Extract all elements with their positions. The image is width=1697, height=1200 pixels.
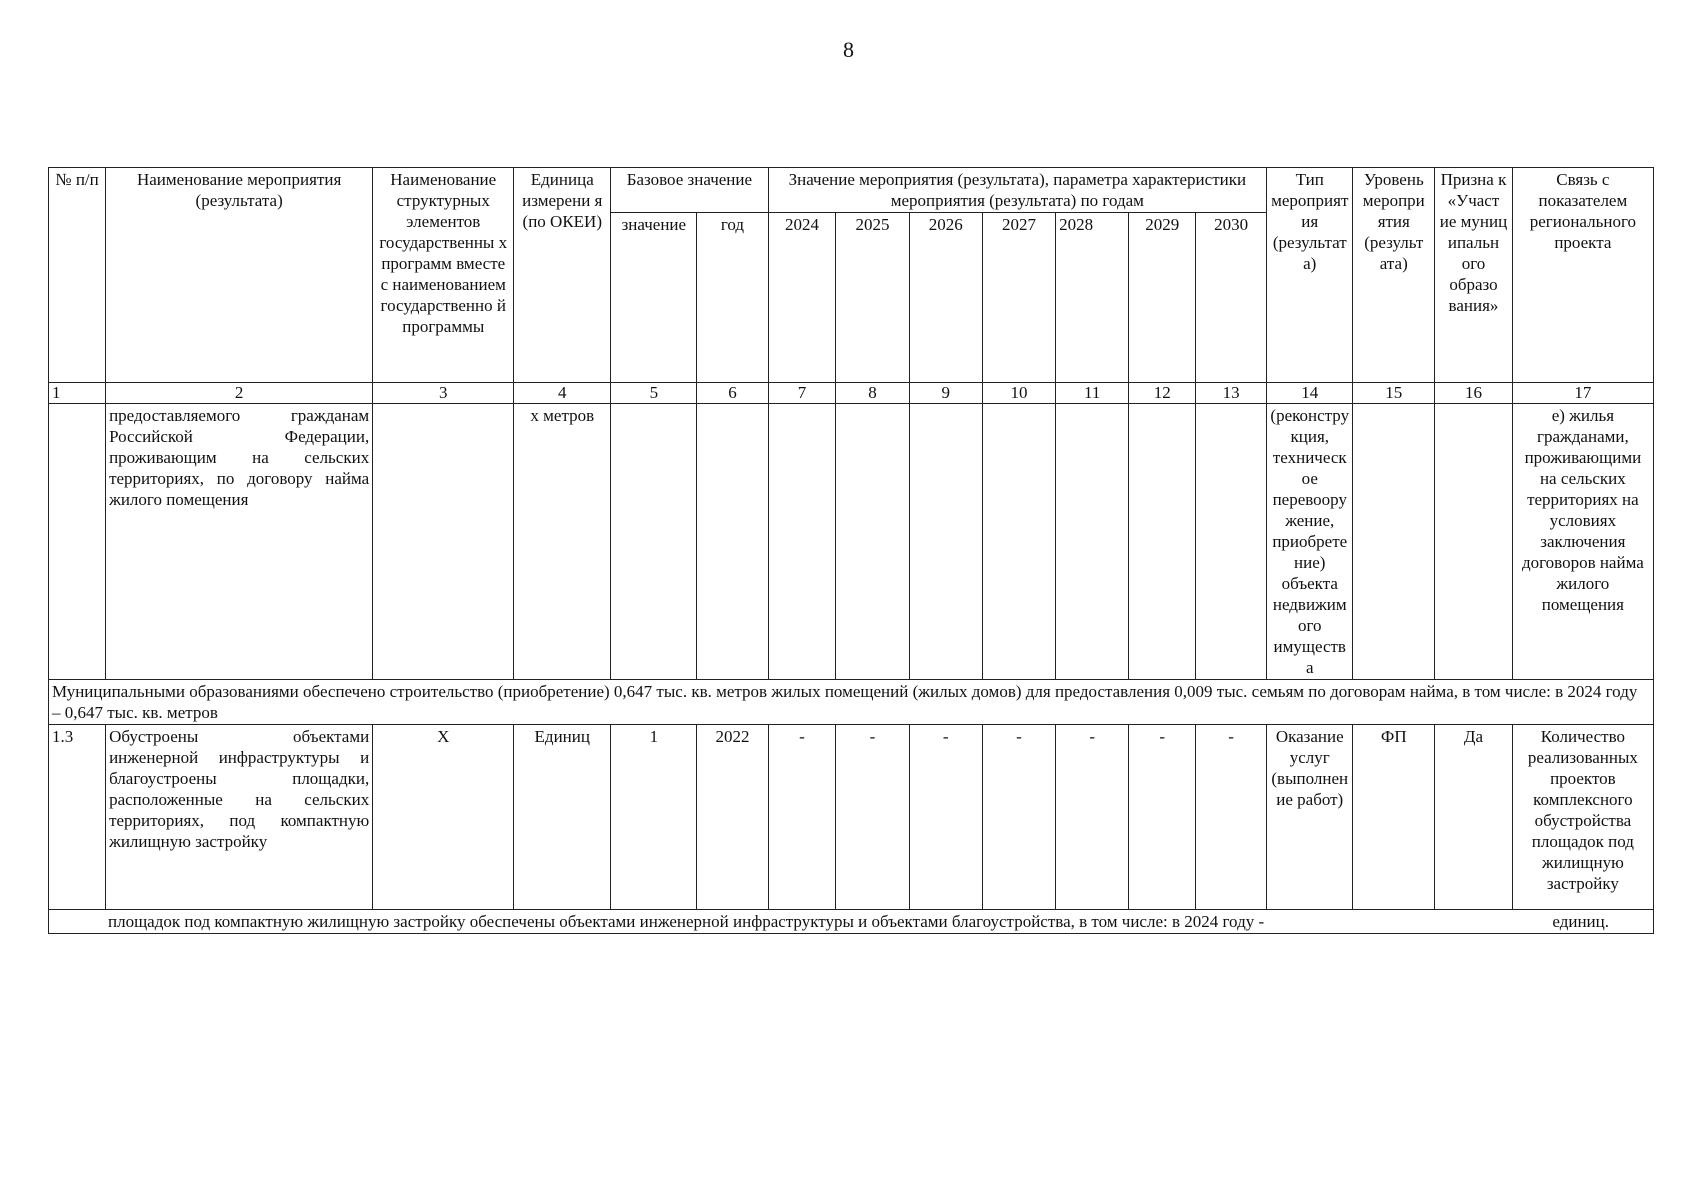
cell-base-year <box>697 404 768 680</box>
column-number: 2 <box>106 383 373 404</box>
column-number: 4 <box>514 383 611 404</box>
header-year-2026: 2026 <box>909 213 982 383</box>
cell-year <box>836 404 909 680</box>
header-year-2029: 2029 <box>1129 213 1196 383</box>
header-year-2024: 2024 <box>768 213 836 383</box>
cell-year <box>1196 404 1267 680</box>
note-text: площадок под компактную жилищную застройку обеспечены объектами инженерной инфраструктуры и объектами благоустройства, в том числе: в 2024 году - <box>108 912 1265 931</box>
column-numbers-row <box>49 383 1654 404</box>
cell-level <box>1353 404 1435 680</box>
header-values-group: Значение мероприятия (результата), параметра характеристики мероприятия (результата) по годам <box>768 168 1267 213</box>
table-row <box>49 404 1654 680</box>
header-year-2025: 2025 <box>836 213 909 383</box>
header-year-2028: 2028 <box>1056 213 1129 383</box>
column-number: 14 <box>1267 383 1353 404</box>
header-num: № п/п <box>49 168 106 383</box>
cell-year-2025: - <box>836 725 909 910</box>
header-level: Уровень меропри ятия (результ ата) <box>1353 168 1435 383</box>
cell-year-2026: - <box>909 725 982 910</box>
cell-name: предоставляемого гражданам Российской Федерации, проживающим на сельских территориях, по договору найма жилого помещения <box>106 404 373 680</box>
cell-structural: Х <box>373 725 514 910</box>
note-row <box>49 910 1654 934</box>
header-sign: Призна к «Участ ие муниц ипальн ого образо вания» <box>1435 168 1513 383</box>
cell-type: Оказание услуг (выполнение работ) <box>1267 725 1353 910</box>
header-type: Тип мероприят ия (результат а) <box>1267 168 1353 383</box>
header-base-value: значение <box>611 213 697 383</box>
table-row <box>49 725 1654 910</box>
cell-year-2027: - <box>982 725 1055 910</box>
header-year-2030: 2030 <box>1196 213 1267 383</box>
column-number: 7 <box>768 383 836 404</box>
activities-table <box>48 167 1654 934</box>
column-number: 13 <box>1196 383 1267 404</box>
table-header-row <box>49 168 1654 213</box>
cell-num <box>49 404 106 680</box>
cell-year-2028: - <box>1056 725 1129 910</box>
column-number: 11 <box>1056 383 1129 404</box>
cell-structural <box>373 404 514 680</box>
cell-sign: Да <box>1435 725 1513 910</box>
summary-text: Муниципальными образованиями обеспечено строительство (приобретение) 0,647 тыс. кв. метров жилых помещений (жилых домов) для предоставления 0,009 тыс. семьям по договорам найма, в том числе: в 2024 году – 0,647 тыс. кв. метров <box>49 680 1654 725</box>
page-number: 8 <box>843 37 854 62</box>
note-cell <box>49 910 1654 934</box>
header-year-2027: 2027 <box>982 213 1055 383</box>
header-link: Связь с показателем регионального проекта <box>1512 168 1653 383</box>
cell-year-2029: - <box>1129 725 1196 910</box>
cell-unit: х метров <box>514 404 611 680</box>
summary-row <box>49 680 1654 725</box>
column-number: 9 <box>909 383 982 404</box>
column-number: 1 <box>49 383 106 404</box>
cell-link: е) жилья гражданами, проживающими на сельских территориях на условиях заключения договоров найма жилого помещения <box>1512 404 1653 680</box>
cell-year <box>982 404 1055 680</box>
column-number: 5 <box>611 383 697 404</box>
cell-name: Обустроены объектами инженерной инфраструктуры и благоустроены площадки, расположенные на сельских территориях, под компактную жилищную застройку <box>106 725 373 910</box>
cell-year-2024: - <box>768 725 836 910</box>
cell-year <box>909 404 982 680</box>
column-number: 3 <box>373 383 514 404</box>
cell-base-value <box>611 404 697 680</box>
column-number: 16 <box>1435 383 1513 404</box>
note-tail: единиц. <box>1552 912 1609 931</box>
column-number: 8 <box>836 383 909 404</box>
column-number: 17 <box>1512 383 1653 404</box>
cell-year <box>768 404 836 680</box>
cell-type: (реконструкция, техническое перевооружение, приобретение) объекта недвижимого имущества <box>1267 404 1353 680</box>
column-number: 10 <box>982 383 1055 404</box>
header-structural: Наименование структурных элементов государственны х программ вместе с наименованием государственно й программы <box>373 168 514 383</box>
cell-level: ФП <box>1353 725 1435 910</box>
column-number: 6 <box>697 383 768 404</box>
header-base: Базовое значение <box>611 168 768 213</box>
header-base-year: год <box>697 213 768 383</box>
cell-sign <box>1435 404 1513 680</box>
cell-year <box>1129 404 1196 680</box>
cell-base-value: 1 <box>611 725 697 910</box>
cell-year <box>1056 404 1129 680</box>
cell-num: 1.3 <box>49 725 106 910</box>
cell-base-year: 2022 <box>697 725 768 910</box>
cell-year-2030: - <box>1196 725 1267 910</box>
cell-unit: Единиц <box>514 725 611 910</box>
header-name: Наименование мероприятия (результата) <box>106 168 373 383</box>
column-number: 15 <box>1353 383 1435 404</box>
cell-link: Количество реализованных проектов комплексного обустройства площадок под жилищную застройку <box>1512 725 1653 910</box>
column-number: 12 <box>1129 383 1196 404</box>
header-unit: Единица измерени я (по ОКЕИ) <box>514 168 611 383</box>
